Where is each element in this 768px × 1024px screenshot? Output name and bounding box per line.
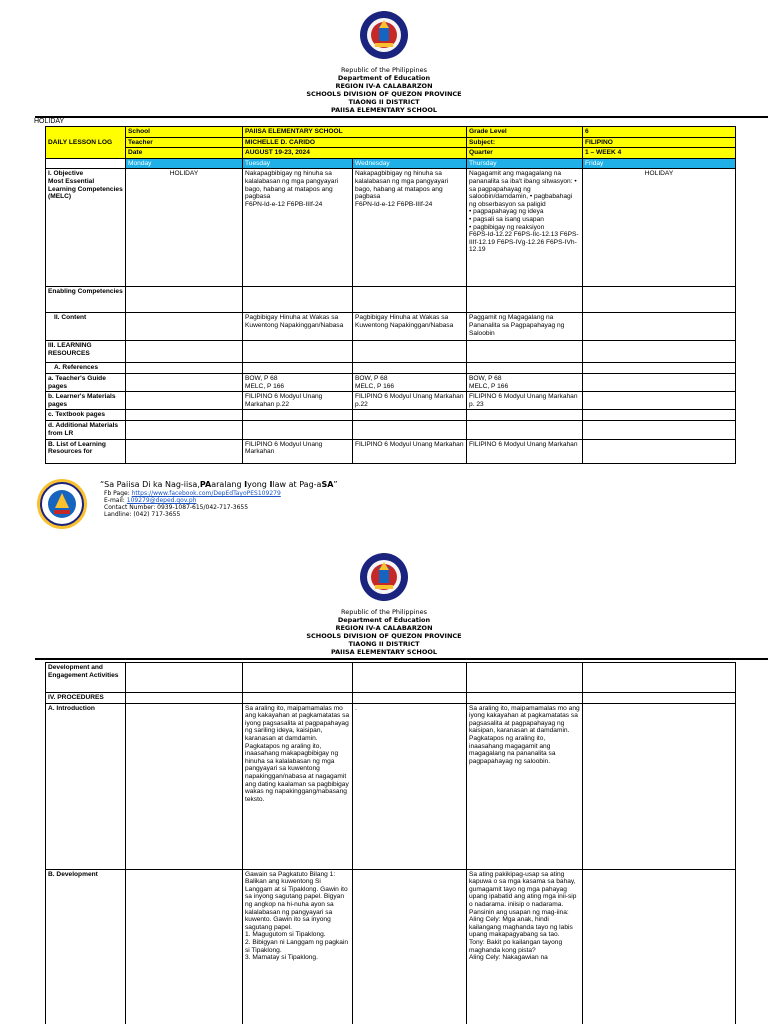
- row-label: B. Development: [46, 869, 126, 1024]
- day-header-monday: Monday: [126, 158, 243, 169]
- cell-thursday: Paggamit ng Magagalang na Pananalita sa Pagpapahayag ng Saloobin: [467, 313, 583, 341]
- cell-wednesday: [353, 341, 467, 363]
- table-row: [46, 663, 736, 693]
- school-value: PAIISA ELEMENTARY SCHOOL: [243, 127, 467, 138]
- cell-monday: [126, 392, 243, 410]
- cell-friday: [583, 703, 736, 869]
- header-school: PAIISA ELEMENTARY SCHOOL: [330, 648, 438, 656]
- cell-monday: [126, 693, 243, 704]
- day-header-thursday: Thursday: [467, 158, 583, 169]
- table-row: [46, 869, 736, 1024]
- table-row: [46, 439, 736, 463]
- cell-thursday: FILIPINO 6 Modyul Unang Markahan p. 23: [467, 392, 583, 410]
- cell-thursday: [467, 410, 583, 421]
- row-label: Enabling Competencies: [46, 287, 126, 313]
- cell-thursday: [467, 693, 583, 704]
- motto-part: ”: [333, 480, 338, 489]
- cell-friday: [583, 287, 736, 313]
- cell-tuesday: BOW, P 68 MELC, P 166: [243, 373, 353, 391]
- daily-lesson-log-title: DAILY LESSON LOG: [46, 127, 126, 159]
- row-label: d. Additional Materials from LR: [46, 421, 126, 439]
- cell-wednesday: [353, 693, 467, 704]
- cell-monday: [126, 439, 243, 463]
- cell-monday: [126, 363, 243, 374]
- table-row: [46, 287, 736, 313]
- cell-thursday: BOW, P 68 MELC, P 166: [467, 373, 583, 391]
- cell-tuesday: Nakapagbibigay ng hinuha sa kalalabasan ng mga pangyayari bago, habang at matapos ang pagbasa F6PN-Id-e-12 F6PB-IIIf-24: [243, 169, 353, 287]
- cell-friday: [583, 663, 736, 693]
- cell-wednesday: FILIPINO 6 Modyul Unang Markahan: [353, 439, 467, 463]
- cell-wednesday: .: [353, 703, 467, 869]
- table-row: [46, 410, 736, 421]
- cell-monday: [126, 663, 243, 693]
- holiday-note: HOLIDAY: [34, 118, 65, 125]
- cell-wednesday: Nakapagbibigay ng hinuha sa kalalabasan ng mga pangyayari bago, habang at matapos ang pagbasa F6PN-Id-e-12 F6PB-IIIf-24: [353, 169, 467, 287]
- cell-wednesday: FILIPINO 6 Modyul Unang Markahan p.22: [353, 392, 467, 410]
- cell-friday: [583, 439, 736, 463]
- header-division: SCHOOLS DIVISION OF QUEZON PROVINCE: [306, 632, 462, 640]
- cell-friday: HOLIDAY: [583, 169, 736, 287]
- day-header-wednesday: Wednesday: [353, 158, 467, 169]
- header-department: Department of Education: [337, 616, 431, 624]
- cell-tuesday: [243, 693, 353, 704]
- school-label: School: [126, 127, 243, 138]
- cell-monday: [126, 410, 243, 421]
- cell-friday: [583, 373, 736, 391]
- header-republic: Republic of the Philippines: [341, 66, 427, 74]
- school-seal-icon: [36, 478, 88, 530]
- cell-thursday: [467, 663, 583, 693]
- cell-thursday: [467, 287, 583, 313]
- table-row: [46, 421, 736, 439]
- header-region: REGION IV-A CALABARZON: [335, 82, 433, 90]
- cell-monday: [126, 703, 243, 869]
- cell-tuesday: [243, 287, 353, 313]
- cell-wednesday: BOW, P 68 MELC, P 166: [353, 373, 467, 391]
- cell-friday: [583, 410, 736, 421]
- day-header-blank: [46, 158, 126, 169]
- fb-label: Fb Page:: [104, 490, 132, 497]
- cell-tuesday: [243, 363, 353, 374]
- cell-monday: HOLIDAY: [126, 169, 243, 287]
- day-header-tuesday: Tuesday: [243, 158, 353, 169]
- cell-friday: [583, 392, 736, 410]
- email-link[interactable]: 109279@deped.gov.ph: [126, 497, 197, 504]
- cell-wednesday: [353, 421, 467, 439]
- cell-friday: [583, 869, 736, 1024]
- school-footer: [36, 478, 736, 530]
- table-row: [46, 392, 736, 410]
- grade-value: 6: [583, 127, 736, 138]
- motto-part: aralang: [211, 480, 245, 489]
- header-school: PAIISA ELEMENTARY SCHOOL: [330, 106, 438, 114]
- header-district: TIAONG II DISTRICT: [348, 640, 420, 648]
- cell-tuesday: [243, 663, 353, 693]
- row-label: I. Objective Most Essential Learning Competencies (MELC): [46, 169, 126, 287]
- procedures-table: [45, 662, 736, 1024]
- table-row: [46, 313, 736, 341]
- email-label: E-mail:: [104, 497, 127, 504]
- row-label: III. LEARNING RESOURCES: [46, 341, 126, 363]
- teacher-value: MICHELLE D. CARIDO: [243, 137, 467, 148]
- cell-thursday: [467, 363, 583, 374]
- table-row: [46, 341, 736, 363]
- deped-seal-icon: [359, 552, 409, 602]
- table-row: [46, 693, 736, 704]
- cell-monday: [126, 421, 243, 439]
- motto-part: law at Pag-a: [272, 480, 322, 489]
- header-region: REGION IV-A CALABARZON: [335, 624, 433, 632]
- cell-tuesday: Gawain sa Pagkatuto Bilang 1: Balikan ang kuwentong Si Langgam at si Tipaklong. Gawin ito sa inyong sagutang papel. Bigyan ng angkop na hi-nuha ayon sa kalalabasan ng pangyayari sa kuwento. Gawin ito sa inyong sagutang papel. 1. Magugutom si Tipaklong. 2. Bibigyan ni Langgam ng pagkain si Tipaklong. 3. Mamatay si Tipaklong.: [243, 869, 353, 1024]
- header-rule: [35, 658, 768, 660]
- cell-friday: [583, 341, 736, 363]
- cell-wednesday: [353, 869, 467, 1024]
- cell-wednesday: Pagbibigay Hinuha at Wakas sa Kuwentong Napakinggan/Nabasa: [353, 313, 467, 341]
- landline-number: Landline: (042) 717-3655: [104, 511, 181, 518]
- row-label: Development and Engagement Activities: [46, 663, 126, 693]
- cell-tuesday: Sa araling ito, maipamamalas mo ang kakayahan at pagkamatatas sa iyong pagsasalita at pagpapahayag ng sariling ideya, kaisipan, karanasan at damdamin. Pagkatapos ng araling ito, inaasahang makapagbibigay ng hinuha sa kalalabasan ng mga pangyayari sa kuwentong napakinggan/nabasa at nagagamit ang dating kaalaman sa pagbibigay wakas ng napakinggang/nabasang teksto.: [243, 703, 353, 869]
- cell-wednesday: [353, 363, 467, 374]
- cell-monday: [126, 287, 243, 313]
- page2-header: [0, 552, 768, 656]
- motto-part: yong: [247, 480, 270, 489]
- cell-friday: [583, 693, 736, 704]
- table-row: [46, 373, 736, 391]
- cell-monday: [126, 869, 243, 1024]
- cell-thursday: [467, 421, 583, 439]
- row-label: B. List of Learning Resources for: [46, 439, 126, 463]
- cell-friday: [583, 363, 736, 374]
- cell-friday: [583, 313, 736, 341]
- row-label: b. Learner's Materials pages: [46, 392, 126, 410]
- grade-label: Grade Level: [467, 127, 583, 138]
- quarter-value: 1 – WEEK 4: [583, 148, 736, 159]
- cell-monday: [126, 341, 243, 363]
- school-motto: [100, 480, 338, 489]
- subject-label: Subject:: [467, 137, 583, 148]
- cell-wednesday: [353, 287, 467, 313]
- fb-page-link[interactable]: https://www.facebook.com/DepEdTayoPES109279: [131, 490, 281, 497]
- contact-number: Contact Number: 0939-1087-615/042-717-3655: [104, 504, 249, 511]
- header-division: SCHOOLS DIVISION OF QUEZON PROVINCE: [306, 90, 462, 98]
- teacher-label: Teacher: [126, 137, 243, 148]
- row-label: c. Textbook pages: [46, 410, 126, 421]
- header-department: Department of Education: [337, 74, 431, 82]
- page1-header: [0, 10, 768, 114]
- row-label: A. References: [46, 363, 126, 374]
- cell-tuesday: [243, 341, 353, 363]
- cell-tuesday: [243, 410, 353, 421]
- header-rule: [35, 116, 768, 118]
- motto-bold: SA: [321, 480, 334, 489]
- cell-thursday: [467, 341, 583, 363]
- header-district: TIAONG II DISTRICT: [348, 98, 420, 106]
- cell-monday: [126, 373, 243, 391]
- subject-value: FILIPINO: [583, 137, 736, 148]
- daily-lesson-log-table: [45, 126, 736, 464]
- quarter-label: Quarter: [467, 148, 583, 159]
- cell-thursday: FILIPINO 6 Modyul Unang Markahan: [467, 439, 583, 463]
- cell-friday: [583, 421, 736, 439]
- cell-monday: [126, 313, 243, 341]
- cell-wednesday: [353, 410, 467, 421]
- table-row: [46, 169, 736, 287]
- cell-tuesday: Pagbibigay Hinuha at Wakas sa Kuwentong Napakinggan/Nabasa: [243, 313, 353, 341]
- cell-wednesday: [353, 663, 467, 693]
- motto-part: “Sa Paiisa Di ka Nag-iisa,: [100, 480, 200, 489]
- row-label: II. Content: [46, 313, 126, 341]
- cell-thursday: Nagagamit ang magagalang na pananalita sa iba't ibang sitwasyon: • sa pagpapahayag ng saloobin/damdamin, • pagbabahagi ng obserbasyon sa paligid • pagpapahayag ng ideya • pagsali sa isang usapan • pagbibigay ng reaksiyon F6PS-Id-12.22 F6PS-IIc-12.13 F6PS-IIIf-12.19 F6PS-IVg-12.26 F6PS-IVh-12.19: [467, 169, 583, 287]
- deped-seal-icon: [359, 10, 409, 60]
- cell-thursday: Sa araling ito, maipamamalas mo ang iyong kakayahan at pagkamatatas sa pagsasalita at pagpapahayag ng kaisipan, karanasan at damdamin. Pagkatapos ng araling ito, inaasahang magagamit ang magagalang na pananalita sa pagpapahayag ng saloobin.: [467, 703, 583, 869]
- day-header-friday: Friday: [583, 158, 736, 169]
- table-row: [46, 363, 736, 374]
- date-label: Date: [126, 148, 243, 159]
- table-row: [46, 703, 736, 869]
- motto-bold: PA: [199, 480, 212, 489]
- cell-tuesday: FILIPINO 6 Modyul Unang Markahan: [243, 439, 353, 463]
- row-label: A. Introduction: [46, 703, 126, 869]
- motto-bold: I: [244, 480, 248, 489]
- school-contact-info: [104, 490, 281, 518]
- cell-tuesday: FILIPINO 6 Modyul Unang Markahan p.22: [243, 392, 353, 410]
- motto-bold: I: [269, 480, 273, 489]
- row-label: IV. PROCEDURES: [46, 693, 126, 704]
- cell-tuesday: [243, 421, 353, 439]
- header-republic: Republic of the Philippines: [341, 608, 427, 616]
- row-label: a. Teacher's Guide pages: [46, 373, 126, 391]
- date-value: AUGUST 19-23, 2024: [243, 148, 467, 159]
- cell-thursday: Sa ating pakikipag-usap sa ating kapuwa o sa mga kasama sa bahay, gumagamit tayo ng mga pahayag upang ipabatid ang ating mga inii-sip o nadarama. iniisip o nadarama. Pansinin ang usapan ng mag-iina: Aling Cely: Mga anak, hindi kailangang maghanda tayo ng labis upang makapagyabang sa tao. Tony: Bakit po kailangan tayong maghanda kong pista? Aling Cely: Nakagawian na: [467, 869, 583, 1024]
